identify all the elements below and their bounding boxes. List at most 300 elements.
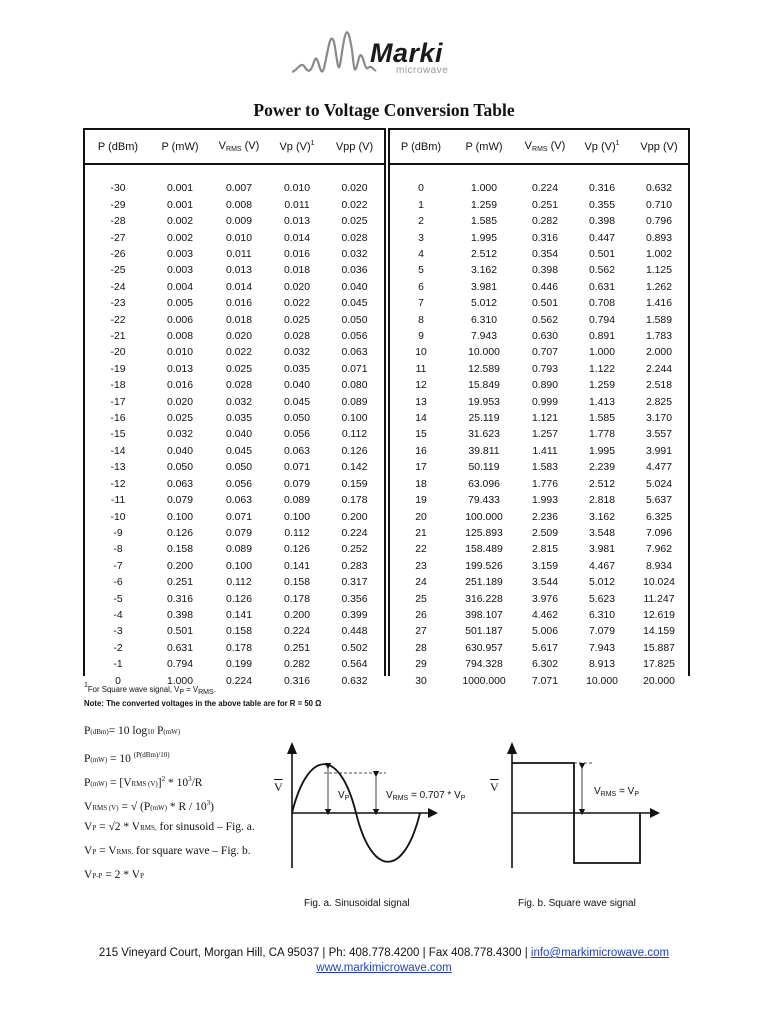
table-row <box>85 280 384 296</box>
cell-vpp: 0.050 <box>325 313 384 329</box>
cell-vpp: 0.796 <box>630 214 688 230</box>
table-row <box>85 411 384 427</box>
cell-vp: 0.224 <box>283 626 310 638</box>
fig-a-vp-label: $V_P$ <box>338 790 350 802</box>
cell-vpp: 0.040 <box>325 280 384 296</box>
cell-vp: 0.050 <box>269 411 325 427</box>
table-row <box>85 263 384 279</box>
cell-pmw: 0.006 <box>151 313 209 329</box>
cell-vp: 0.040 <box>269 378 325 394</box>
formula-vp-sine: VP = √2 * VRMS, for sinusoid – Fig. a. <box>84 821 255 833</box>
cell-vpp: 10.024 <box>630 575 688 591</box>
cell-vpp: 12.619 <box>630 608 688 624</box>
cell-vpp: 1.002 <box>630 247 688 263</box>
table-row <box>85 542 384 558</box>
cell-vpp: 6.325 <box>630 510 688 526</box>
cell-pmw: 0.158 <box>151 542 209 558</box>
cell-pdbm: 15 <box>415 429 427 441</box>
cell-pdbm: -14 <box>85 444 151 460</box>
cell-vpp: 0.126 <box>325 444 384 460</box>
cell-pmw: 1.000 <box>151 674 209 690</box>
cell-vpp: 1.262 <box>630 280 688 296</box>
cell-vp: 8.913 <box>588 659 615 671</box>
cell-pdbm: -20 <box>85 345 151 361</box>
cell-pmw: 0.316 <box>166 593 193 605</box>
cell-vrms: 0.018 <box>209 313 269 329</box>
cell-pmw: 0.251 <box>151 575 209 591</box>
cell-vpp: 1.416 <box>645 298 672 310</box>
cell-pmw: 251.189 <box>452 575 516 591</box>
cell-vp: 0.708 <box>588 298 615 310</box>
table-row <box>85 395 384 411</box>
cell-pdbm: 23 <box>415 560 427 572</box>
cell-vrms: 0.999 <box>531 396 558 408</box>
formula-vpp: VP-P = 2 * VP <box>84 869 144 881</box>
cell-vp: 0.158 <box>269 575 325 591</box>
table-row <box>390 329 688 345</box>
cell-vrms: 0.063 <box>225 495 252 507</box>
fig-a-caption: Fig. a. Sinusoidal signal <box>304 898 410 909</box>
cell-pdbm: 10 <box>390 345 452 361</box>
cell-vpp: 0.080 <box>325 378 384 394</box>
cell-vp: 0.316 <box>574 181 630 197</box>
cell-vpp: 3.991 <box>630 444 688 460</box>
cell-vpp: 8.934 <box>645 560 672 572</box>
cell-pdbm: 20 <box>390 510 452 526</box>
cell-pmw: 1000.000 <box>452 674 516 690</box>
cell-vrms: 0.251 <box>531 199 558 211</box>
cell-pdbm: 16 <box>390 444 452 460</box>
cell-vrms: 0.028 <box>209 378 269 394</box>
cell-pmw: 7.943 <box>470 331 497 343</box>
cell-vpp: 0.632 <box>630 181 688 197</box>
cell-vp: 0.035 <box>283 363 310 375</box>
fig-b-caption: Fig. b. Square wave signal <box>518 898 636 909</box>
cell-pdbm: 27 <box>415 626 427 638</box>
cell-pdbm: 22 <box>390 542 452 558</box>
fig-b-vrms-label: $V_{RMS} = V_P$ <box>594 786 639 798</box>
cell-pdbm: 0 <box>390 181 452 197</box>
table-row <box>390 493 688 509</box>
cell-vp: 0.631 <box>574 280 630 296</box>
cell-vrms: 0.112 <box>209 575 269 591</box>
cell-pmw: 630.957 <box>452 641 516 657</box>
cell-vp: 0.316 <box>269 674 325 690</box>
cell-vrms: 0.178 <box>209 641 269 657</box>
table-row <box>85 559 384 575</box>
table-right <box>390 130 688 690</box>
cell-vp: 0.022 <box>283 298 310 310</box>
table-row <box>390 247 688 263</box>
cell-pdbm: -2 <box>85 641 151 657</box>
cell-vrms: 1.411 <box>516 444 574 460</box>
fig-a-sine <box>287 742 438 868</box>
cell-vpp: 2.000 <box>630 345 688 361</box>
table-row <box>390 444 688 460</box>
cell-vpp: 7.096 <box>645 527 672 539</box>
cell-vpp: 0.028 <box>341 232 368 244</box>
cell-pmw: 0.200 <box>166 560 193 572</box>
table-row <box>390 427 688 443</box>
formula-vp-square: VP = VRMS, for square wave – Fig. b. <box>84 845 251 857</box>
cell-pdbm: 0 <box>85 674 151 690</box>
table-header-row <box>390 130 688 164</box>
footer-contact <box>0 946 768 961</box>
cell-vrms: 2.815 <box>516 542 574 558</box>
table-row <box>85 657 384 673</box>
cell-vrms: 0.141 <box>209 608 269 624</box>
cell-vp: 0.178 <box>283 593 310 605</box>
cell-vrms: 0.890 <box>516 378 574 394</box>
cell-vrms: 0.025 <box>225 363 252 375</box>
header-vpp: Vpp (V) <box>630 130 688 164</box>
cell-vrms: 0.224 <box>209 674 269 690</box>
fig-a-vrms-label: $V_{RMS} = 0.707 * V_P$ <box>386 790 466 802</box>
cell-vpp: 0.020 <box>325 181 384 197</box>
cell-pdbm: -5 <box>113 593 123 605</box>
cell-pmw: 0.050 <box>166 462 193 474</box>
cell-vp: 1.259 <box>574 378 630 394</box>
cell-vpp: 0.252 <box>325 542 384 558</box>
cell-vpp: 0.399 <box>325 608 384 624</box>
cell-vrms: 0.089 <box>209 542 269 558</box>
cell-vp: 1.585 <box>574 411 630 427</box>
cell-vp: 1.413 <box>588 396 615 408</box>
cell-pdbm: -25 <box>110 265 126 277</box>
table-row <box>390 231 688 247</box>
cell-pmw: 1.585 <box>452 214 516 230</box>
cell-vrms: 3.544 <box>516 575 574 591</box>
cell-vrms: 0.013 <box>225 265 252 277</box>
cell-pmw: 158.489 <box>452 542 516 558</box>
table-row <box>85 493 384 509</box>
cell-pmw: 199.526 <box>465 560 503 572</box>
cell-pmw: 0.003 <box>151 247 209 263</box>
cell-vrms: 6.302 <box>531 659 558 671</box>
header-pdbm: P (dBm) <box>85 130 151 164</box>
cell-pdbm: 9 <box>418 331 424 343</box>
cell-vrms: 0.009 <box>209 214 269 230</box>
header-vrms: $V_{RMS}$ (V) <box>209 130 269 164</box>
table-row <box>85 592 384 608</box>
cell-pdbm: -24 <box>85 280 151 296</box>
table-row <box>85 641 384 657</box>
figures-svg <box>268 738 688 908</box>
cell-pmw: 3.981 <box>452 280 516 296</box>
cell-vp: 0.562 <box>588 265 615 277</box>
cell-pdbm: 21 <box>415 527 427 539</box>
cell-pmw: 0.040 <box>151 444 209 460</box>
table-row <box>390 296 688 312</box>
cell-vp: 0.014 <box>283 232 310 244</box>
table-row <box>390 477 688 493</box>
cell-vpp: 14.159 <box>643 626 675 638</box>
signal-figures <box>268 738 688 928</box>
cell-pdbm: 13 <box>415 396 427 408</box>
cell-pdbm: 26 <box>390 608 452 624</box>
cell-vpp: 20.000 <box>630 674 688 690</box>
cell-vp: 0.063 <box>269 444 325 460</box>
cell-vrms: 1.257 <box>531 429 558 441</box>
cell-vpp: 15.887 <box>630 641 688 657</box>
cell-pdbm: -11 <box>110 495 126 507</box>
cell-pdbm: -27 <box>110 232 126 244</box>
cell-pmw: 501.187 <box>465 626 503 638</box>
cell-pmw: 0.020 <box>166 396 193 408</box>
table-row <box>85 510 384 526</box>
cell-pdbm: -6 <box>85 575 151 591</box>
cell-vp: 7.943 <box>574 641 630 657</box>
table-row <box>390 362 688 378</box>
cell-vrms: 0.071 <box>209 510 269 526</box>
cell-pmw: 398.107 <box>452 608 516 624</box>
cell-vrms: 3.976 <box>531 593 558 605</box>
cell-pmw: 12.589 <box>468 363 500 375</box>
cell-vrms: 0.079 <box>225 527 252 539</box>
table-row <box>390 263 688 279</box>
cell-pmw: 0.032 <box>166 429 193 441</box>
cell-vrms: 0.014 <box>209 280 269 296</box>
cell-vpp: 0.356 <box>341 593 368 605</box>
cell-pmw: 2.512 <box>452 247 516 263</box>
table-row <box>390 575 688 591</box>
cell-pdbm: -12 <box>85 477 151 493</box>
formula-list <box>84 720 294 888</box>
cell-vrms: 0.010 <box>225 232 252 244</box>
table-row <box>85 362 384 378</box>
table-row <box>85 526 384 542</box>
cell-pmw: 0.002 <box>166 232 193 244</box>
table-row <box>85 477 384 493</box>
cell-vpp: 1.589 <box>630 313 688 329</box>
cell-vrms: 0.022 <box>209 345 269 361</box>
cell-vpp: 3.170 <box>630 411 688 427</box>
cell-pmw: 63.096 <box>452 477 516 493</box>
note-square-wave: 1For Square wave signal, VP = VRMS. <box>84 682 216 696</box>
table-header-row <box>85 130 384 164</box>
table-row <box>85 214 384 230</box>
cell-vp: 0.032 <box>269 345 325 361</box>
table-row <box>85 608 384 624</box>
cell-pdbm: 2 <box>390 214 452 230</box>
cell-pdbm: -15 <box>110 429 126 441</box>
cell-vp: 0.355 <box>588 199 615 211</box>
table-row <box>390 657 688 673</box>
header-vrms: $V_{RMS}$ (V) <box>516 130 574 164</box>
cell-pmw: 0.063 <box>151 477 209 493</box>
cell-pmw: 6.310 <box>452 313 516 329</box>
cell-vrms: 7.071 <box>516 674 574 690</box>
cell-vp: 0.251 <box>269 641 325 657</box>
cell-vp: 10.000 <box>574 674 630 690</box>
cell-pdbm: 25 <box>415 593 427 605</box>
cell-pmw: 0.079 <box>166 495 193 507</box>
footer-address: 215 Vineyard Court, Morgan Hill, CA 95037 | Ph: 408.778.4200 | Fax 408.778.4300 | <box>98 947 531 959</box>
fig-b-square <box>507 742 660 868</box>
cell-vp: 0.112 <box>284 527 310 539</box>
cell-pmw: 79.433 <box>468 495 500 507</box>
cell-vrms: 5.617 <box>516 641 574 657</box>
cell-pmw: 0.005 <box>166 298 193 310</box>
cell-vp: 0.100 <box>269 510 325 526</box>
header-vp: Vp $(V)^1$ <box>269 130 325 164</box>
table-row <box>85 427 384 443</box>
cell-vp: 5.623 <box>588 593 615 605</box>
cell-vpp: 0.502 <box>325 641 384 657</box>
cell-pmw: 0.501 <box>166 626 193 638</box>
table-row <box>390 313 688 329</box>
cell-pdbm: -13 <box>110 462 126 474</box>
cell-pmw: 39.811 <box>452 444 516 460</box>
table-row <box>85 198 384 214</box>
header-pmw: P (mW) <box>151 130 209 164</box>
cell-pmw: 1.259 <box>470 199 497 211</box>
cell-vp: 3.162 <box>574 510 630 526</box>
cell-pmw: 316.228 <box>465 593 503 605</box>
cell-vrms: 0.016 <box>225 298 252 310</box>
cell-vrms: 2.236 <box>516 510 574 526</box>
cell-vpp: 11.247 <box>643 593 675 605</box>
cell-vp: 4.467 <box>588 560 615 572</box>
cell-pmw: 0.003 <box>166 265 193 277</box>
cell-pdbm: -22 <box>85 313 151 329</box>
cell-pdbm: -10 <box>85 510 151 526</box>
formula-vrms: VRMS (V) = √ (P(mW) * R / $10^3$) <box>84 799 214 813</box>
table-row <box>390 378 688 394</box>
email-link[interactable]: info@markimicrowave.com <box>530 947 670 959</box>
cell-pmw: 794.328 <box>465 659 503 671</box>
table-row <box>390 559 688 575</box>
cell-vrms: 0.630 <box>531 331 558 343</box>
cell-pmw: 0.794 <box>166 659 193 671</box>
table-row <box>85 313 384 329</box>
cell-pdbm: -21 <box>110 331 126 343</box>
cell-vp: 0.447 <box>588 232 615 244</box>
cell-vp: 0.126 <box>269 542 325 558</box>
cell-vpp: 2.244 <box>645 363 672 375</box>
cell-vp: 7.079 <box>588 626 615 638</box>
cell-pdbm: 19 <box>415 495 427 507</box>
cell-pdbm: -28 <box>85 214 151 230</box>
cell-pdbm: -7 <box>113 560 123 572</box>
cell-vp: 0.056 <box>283 429 310 441</box>
cell-vrms: 0.398 <box>531 265 558 277</box>
cell-vpp: 3.557 <box>645 429 672 441</box>
cell-vpp: 4.477 <box>645 462 672 474</box>
cell-vpp: 0.632 <box>325 674 384 690</box>
logo-subtitle: microwave <box>396 65 449 76</box>
cell-vpp: 0.056 <box>341 331 368 343</box>
cell-pdbm: 1 <box>418 199 424 211</box>
cell-pdbm: 7 <box>418 298 424 310</box>
cell-vpp: 0.224 <box>341 527 368 539</box>
cell-pmw: 1.000 <box>452 181 516 197</box>
cell-pmw: 0.004 <box>151 280 209 296</box>
cell-vp: 0.016 <box>269 247 325 263</box>
cell-vp: 6.310 <box>574 608 630 624</box>
cell-pdbm: 3 <box>418 232 424 244</box>
cell-pmw: 0.016 <box>151 378 209 394</box>
cell-vpp: 0.200 <box>325 510 384 526</box>
cell-vrms: 0.316 <box>531 232 558 244</box>
cell-vrms: 0.282 <box>516 214 574 230</box>
cell-pdbm: 4 <box>390 247 452 263</box>
cell-vpp: 0.022 <box>341 199 368 211</box>
table-row <box>390 526 688 542</box>
formula-power-vrms: P(mW) = [VRMS $(V)]^2 * 10^3/R$ <box>84 775 203 789</box>
cell-vp: 2.239 <box>588 462 615 474</box>
table-row <box>85 329 384 345</box>
cell-pdbm: 29 <box>415 659 427 671</box>
cell-vpp: 5.024 <box>630 477 688 493</box>
cell-pdbm: 30 <box>390 674 452 690</box>
table-row <box>390 280 688 296</box>
cell-vrms: 4.462 <box>516 608 574 624</box>
cell-vp: 1.778 <box>588 429 615 441</box>
cell-pmw: 0.025 <box>151 411 209 427</box>
cell-pmw: 0.100 <box>151 510 209 526</box>
cell-vpp: 2.825 <box>645 396 672 408</box>
cell-vrms: 0.199 <box>225 659 252 671</box>
table-row <box>390 214 688 230</box>
cell-vpp: 7.962 <box>630 542 688 558</box>
cell-vp: 0.398 <box>574 214 630 230</box>
formula-dbm: P(dBm)= 10 log10 P(mW) <box>84 725 181 737</box>
cell-pdbm: 17 <box>415 462 427 474</box>
cell-pmw: 0.126 <box>166 527 193 539</box>
cell-pmw: 0.008 <box>166 331 193 343</box>
cell-pmw: 5.012 <box>470 298 497 310</box>
cell-pdbm: 28 <box>390 641 452 657</box>
cell-vp: 2.512 <box>574 477 630 493</box>
table-row <box>85 378 384 394</box>
cell-vp: 0.794 <box>574 313 630 329</box>
table-notes <box>84 680 321 709</box>
header-vp: Vp $(V)^1$ <box>574 130 630 164</box>
cell-vpp: 0.317 <box>325 575 384 591</box>
cell-pmw: 0.631 <box>151 641 209 657</box>
cell-pdbm: -23 <box>110 298 126 310</box>
cell-vpp: 0.063 <box>325 345 384 361</box>
cell-vrms: 0.011 <box>209 247 269 263</box>
cell-vp: 0.071 <box>283 462 310 474</box>
table-row <box>390 542 688 558</box>
cell-vrms: 0.501 <box>531 298 558 310</box>
cell-pmw: 10.000 <box>452 345 516 361</box>
cell-vpp: 0.710 <box>645 199 672 211</box>
cell-pmw: 0.398 <box>151 608 209 624</box>
cell-vpp: 0.025 <box>325 214 384 230</box>
cell-vp: 0.501 <box>574 247 630 263</box>
cell-pdbm: 5 <box>418 265 424 277</box>
cell-pdbm: -9 <box>113 527 123 539</box>
cell-pmw: 0.001 <box>166 199 193 211</box>
cell-vrms: 0.040 <box>225 429 252 441</box>
table-row <box>85 296 384 312</box>
cell-pdbm: -3 <box>113 626 123 638</box>
note-resistance: Note: The converted voltages in the above table are for R = 50 Ω <box>84 699 322 708</box>
table-row <box>390 198 688 214</box>
cell-vpp: 0.283 <box>341 560 368 572</box>
cell-pmw: 0.010 <box>151 345 209 361</box>
cell-vrms: 0.008 <box>225 199 252 211</box>
cell-vrms: 0.707 <box>516 345 574 361</box>
cell-vrms: 0.562 <box>516 313 574 329</box>
cell-vp: 1.000 <box>574 345 630 361</box>
cell-vpp: 0.045 <box>341 298 368 310</box>
website-link[interactable]: www.markimicrowave.com <box>316 962 452 974</box>
logo-brand: Marki <box>370 38 444 68</box>
